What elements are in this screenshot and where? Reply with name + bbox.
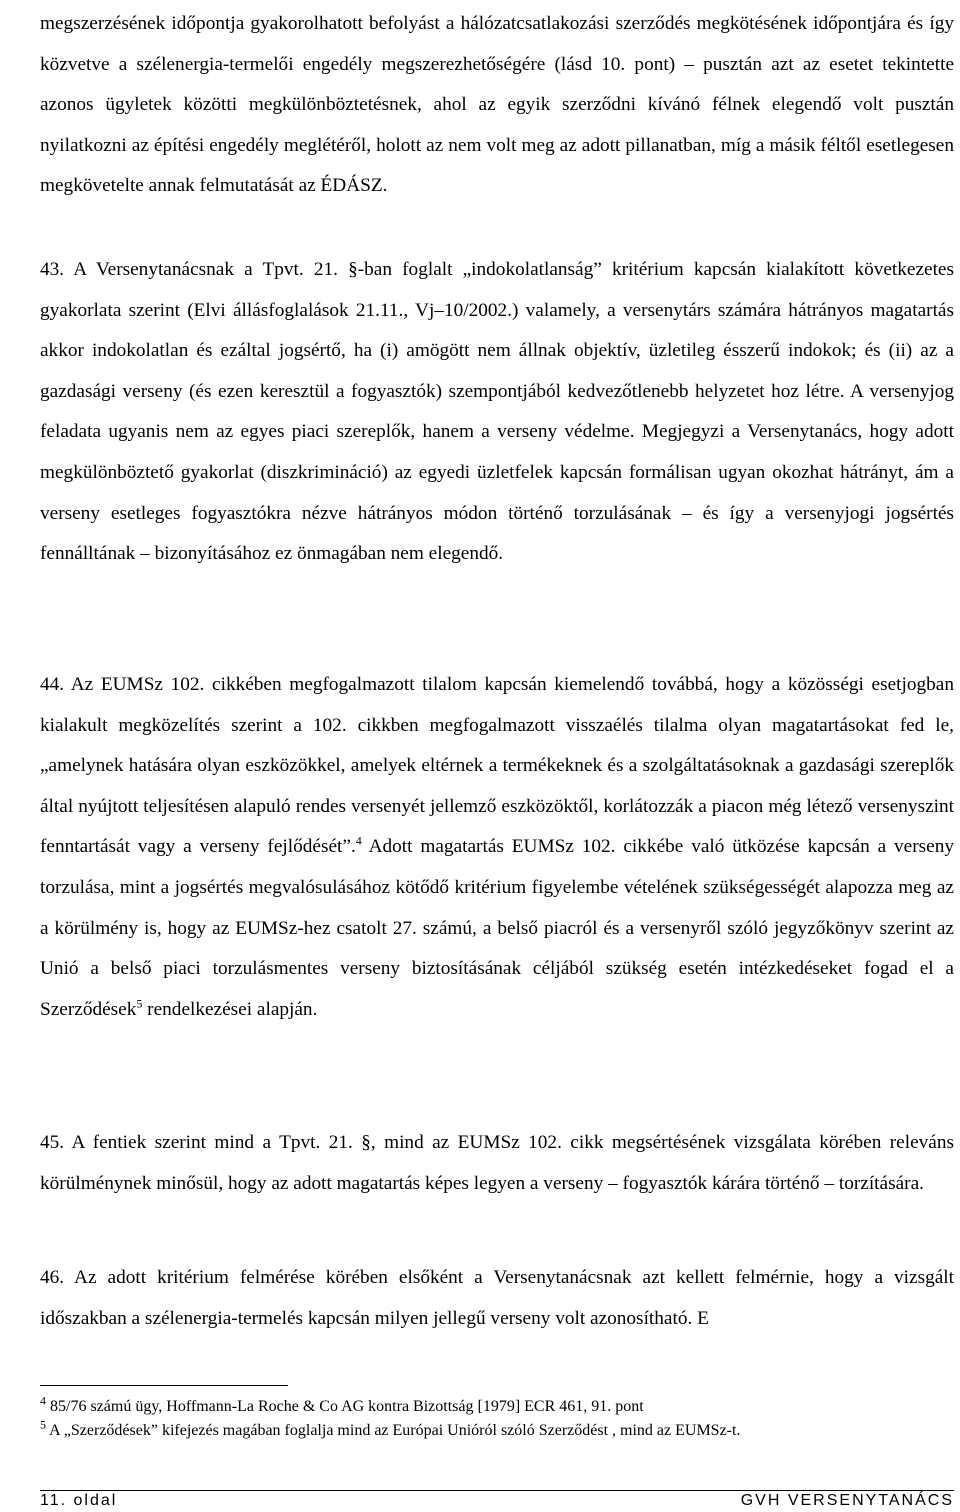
paragraph-44 bbox=[40, 665, 954, 1030]
paragraph-45 bbox=[40, 1123, 954, 1204]
paragraph-text: rendelkezései alapján. bbox=[142, 998, 318, 1020]
footnote-reference[interactable]: 4 bbox=[355, 833, 362, 848]
footnotes bbox=[40, 1395, 954, 1443]
page-footer bbox=[40, 1490, 954, 1512]
paragraph-number: 44. bbox=[40, 674, 65, 695]
footnote-reference[interactable]: 5 bbox=[136, 996, 143, 1011]
footnote-text: 85/76 számú ügy, Hoffmann-La Roche & Co AG kontra Bizottság [1979] ECR 461, 91. pont bbox=[46, 1398, 644, 1415]
paragraph-text: Az EUMSz 102. cikkében megfogalmazott tilalom kapcsán kiemelendő továbbá, hogy a közösségi esetjogban kialakult megközelítés szerint a 102. cikkben megfogalmazott visszaélés tilalma olyan magatartásokat fed le, „amelynek hatására olyan eszközökkel, amelyek eltérnek a termékeknek és a szolgáltatásoknak a gazdasági szereplők által nyújtott teljesítésen alapuló rendes versenyét jellemző eszközöktől, korlátozzák a piacon még létező versenyszint fenntartását vagy a verseny fejlődését”. bbox=[40, 674, 954, 858]
paragraph-number: 43. bbox=[40, 259, 65, 280]
paragraph-text: Az adott kritérium felmérése körében elsőként a Versenytanácsnak azt kellett felmérnie, hogy a vizsgált időszakban a szélenergia-termelés kapcsán milyen jellegű verseny volt azonosítható. E bbox=[40, 1267, 954, 1329]
footnote bbox=[40, 1419, 954, 1443]
paragraph-46 bbox=[40, 1258, 954, 1339]
footnote-mark: 4 bbox=[40, 1393, 46, 1408]
footnote-divider bbox=[40, 1385, 288, 1386]
paragraph-text: Adott magatartás EUMSz 102. cikkébe való ütközése kapcsán a verseny torzulása, mint a jogsértés megvalósulásához kötődő kritérium figyelembe vételének szükségességét alapozza meg az a körülmény is, hogy az EUMSz-hez csatolt 27. számú, a belső piacról és a versenyről szóló jegyzőkönyv szerint az Unió a belső piaci torzulásmentes verseny biztosításának céljából szükség esetén intézkedéseket fogad el a Szerződések bbox=[40, 836, 954, 1020]
page-number: 11. oldal bbox=[40, 1492, 118, 1509]
paragraph-number: 46. bbox=[40, 1267, 65, 1288]
paragraph-text: A Versenytanácsnak a Tpvt. 21. §-ban foglalt „indokolatlanság” kritérium kapcsán kialakított következetes gyakorlata szerint (Elvi állásfoglalások 21.11., Vj–10/2002.) valamely, a versenytárs számára hátrányos magatartás akkor indokolatlan és ezáltal jogsértő, ha (i) amögött nem állnak objektív, üzletileg ésszerű indokok; és (ii) az a gazdasági verseny (és ezen keresztül a fogyasztók) szempontjából kedvezőtlenebb helyzetet hoz létre. A versenyjog feladata ugyanis nem az egyes piaci szereplők, hanem a verseny védelme. Megjegyzi a Versenytanács, hogy adott megkülönböztető gyakorlat (diszkrimináció) az egyedi üzletfelek kapcsán formálisan ugyan okozhat hátrányt, ám a verseny esetleges fogyasztókra nézve hátrányos módon történő torzulásának – és így a versenyjogi jogsértés fennálltának – bizonyításához ez önmagában nem elegendő. bbox=[40, 259, 954, 565]
paragraph-text: A fentiek szerint mind a Tpvt. 21. §, mind az EUMSz 102. cikk megsértésének vizsgálata körében releváns körülménynek minősül, hogy az adott magatartás képes legyen a verseny – fogyasztók kárára történő – torzítására. bbox=[40, 1132, 954, 1194]
footnote bbox=[40, 1395, 954, 1419]
organization-label: GVH VERSENYTANÁCS bbox=[740, 1492, 954, 1509]
footnote-text: A „Szerződések” kifejezés magában foglalja mind az Európai Unióról szóló Szerződést , mind az EUMSz-t. bbox=[46, 1422, 741, 1439]
paragraph-continuation: megszerzésének időpontja gyakorolhatott befolyást a hálózatcsatlakozási szerződés megkötésének időpontjára és így közvetve a szélenergia-termelői engedély megszerezhetőségére (lásd 10. pont) – pusztán azt az esetet tekintette azonos ügyletek közötti megkülönböztetésnek, ahol az egyik szerződni kívánó félnek elegendő volt pusztán nyilatkozni az építési engedély meglétéről, holott az nem volt meg az adott pillanatban, míg a másik féltől esetlegesen megkövetelte annak felmutatását az ÉDÁSZ. bbox=[40, 13, 954, 197]
footnote-mark: 5 bbox=[40, 1417, 46, 1432]
paragraph-number: 45. bbox=[40, 1132, 65, 1153]
paragraph-43 bbox=[40, 250, 954, 575]
